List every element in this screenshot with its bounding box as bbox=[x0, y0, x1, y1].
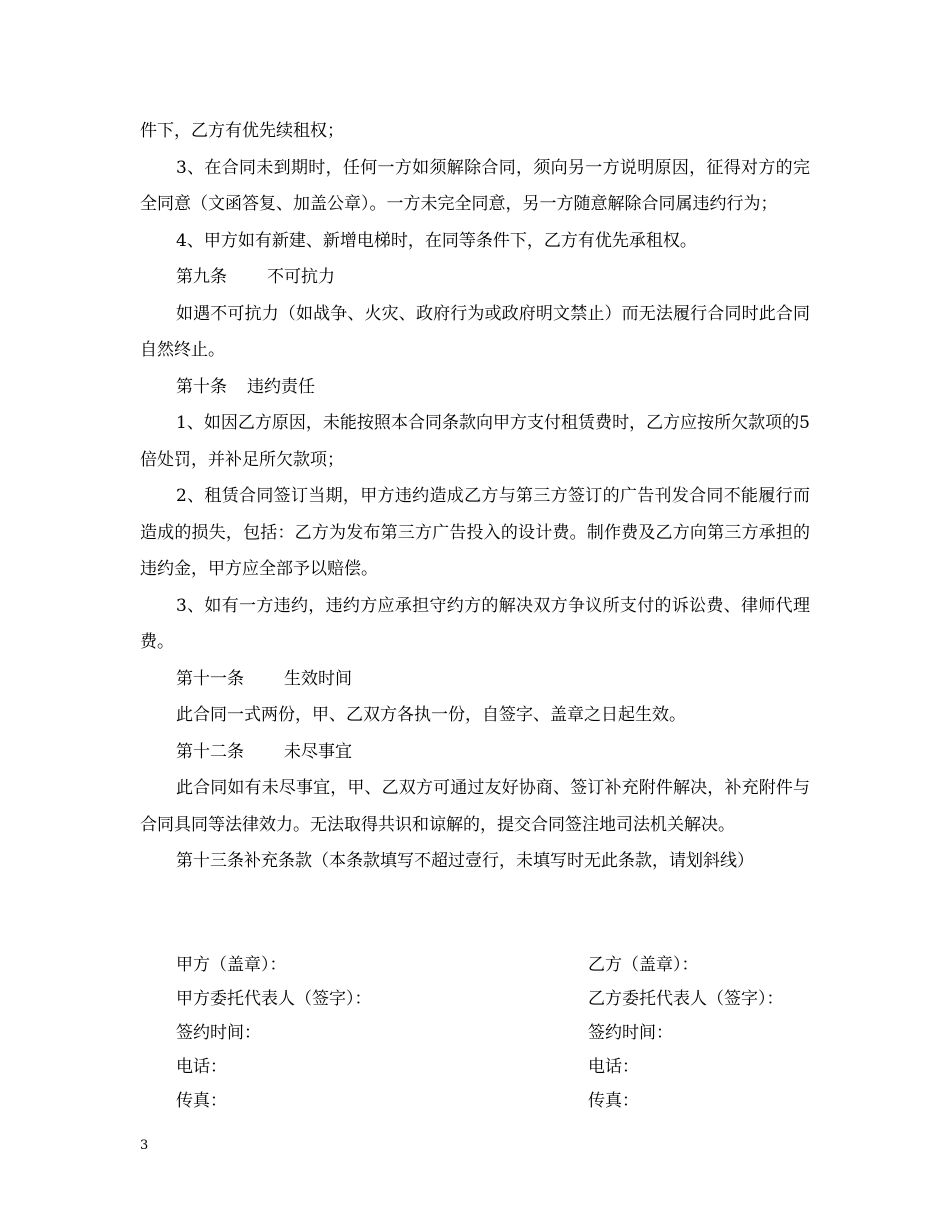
party-b-seal-label: 乙方（盖章）： bbox=[588, 955, 699, 975]
party-a-representative-label: 甲方委托代表人（签字）： bbox=[176, 989, 372, 1009]
party-a-fax-label: 传真： bbox=[176, 1091, 227, 1111]
article-10-item-1: 1、如因乙方原因，未能按照本合同条款向甲方支付租赁费时，乙方应按所欠款项的5倍处罚，并补足所欠款项； bbox=[140, 413, 810, 470]
page-number: 3 bbox=[140, 1138, 149, 1153]
article-12-heading bbox=[140, 734, 810, 771]
signature-row bbox=[176, 948, 816, 982]
party-b-representative-label: 乙方委托代表人（签字）： bbox=[588, 989, 784, 1009]
article-9-body: 如遇不可抗力（如战争、火灾、政府行为或政府明文禁止）而无法履行合同时此合同自然终止。 bbox=[140, 303, 810, 360]
article-10-item-2: 2、租赁合同签订当期，甲方违约造成乙方与第三方签订的广告刊发合同不能履行而造成的损失，包括：乙方为发布第三方广告投入的设计费。制作费及乙方向第三方承担的违约金，甲方应全部予以赔偿。 bbox=[140, 486, 810, 579]
article-12-number: 第十二条 bbox=[176, 741, 244, 762]
party-b-date-label: 签约时间： bbox=[588, 1023, 673, 1043]
article-10-item-3: 3、如有一方违约，违约方应承担守约方的解决双方争议所支付的诉讼费、律师代理费。 bbox=[140, 595, 810, 652]
article-13-title: 补充条款（本条款填写不超过壹行，未填写时无此条款，请划斜线） bbox=[244, 851, 754, 871]
paragraph-continuation: 件下，乙方有优先续租权； bbox=[140, 121, 344, 141]
clause-4-elevator: 4、甲方如有新建、新增电梯时，在同等条件下，乙方有优先承租权。 bbox=[176, 230, 697, 251]
signature-row bbox=[176, 1016, 816, 1050]
article-9-number: 第九条 bbox=[176, 267, 227, 287]
signature-row bbox=[176, 982, 816, 1016]
party-a-phone-label: 电话： bbox=[176, 1057, 227, 1077]
article-12-body: 此合同如有未尽事宜，甲、乙双方可通过友好协商、签订补充附件解决，补充附件与合同具同等法律效力。无法取得共识和谅解的，提交合同签注地司法机关解决。 bbox=[140, 778, 810, 835]
article-13-number: 第十三条 bbox=[176, 851, 244, 871]
article-10-title: 违约责任 bbox=[247, 376, 315, 397]
article-13-heading bbox=[140, 843, 810, 880]
article-11-body: 此合同一式两份，甲、乙双方各执一份，自签字、盖章之日起生效。 bbox=[176, 705, 686, 725]
party-b-fax-label: 传真： bbox=[588, 1091, 639, 1111]
contract-body bbox=[140, 113, 810, 880]
party-b-phone-label: 电话： bbox=[588, 1057, 639, 1077]
article-10-heading bbox=[140, 369, 810, 406]
article-9-title: 不可抗力 bbox=[267, 267, 335, 287]
clause-3-termination: 3、在合同未到期时，任何一方如须解除合同，须向另一方说明原因，征得对方的完全同意（文函答复、加盖公章）。一方未完全同意，另一方随意解除合同属违约行为； bbox=[140, 157, 810, 214]
article-11-title: 生效时间 bbox=[284, 668, 352, 689]
article-9-heading bbox=[140, 259, 810, 296]
signature-row bbox=[176, 1084, 816, 1118]
article-10-number: 第十条 bbox=[176, 376, 227, 397]
signature-block bbox=[176, 948, 816, 1118]
article-12-title: 未尽事宜 bbox=[284, 741, 352, 762]
article-11-heading bbox=[140, 661, 810, 698]
signature-row bbox=[176, 1050, 816, 1084]
party-a-seal-label: 甲方（盖章）： bbox=[176, 955, 287, 975]
article-11-number: 第十一条 bbox=[176, 668, 244, 689]
party-a-date-label: 签约时间： bbox=[176, 1023, 261, 1043]
